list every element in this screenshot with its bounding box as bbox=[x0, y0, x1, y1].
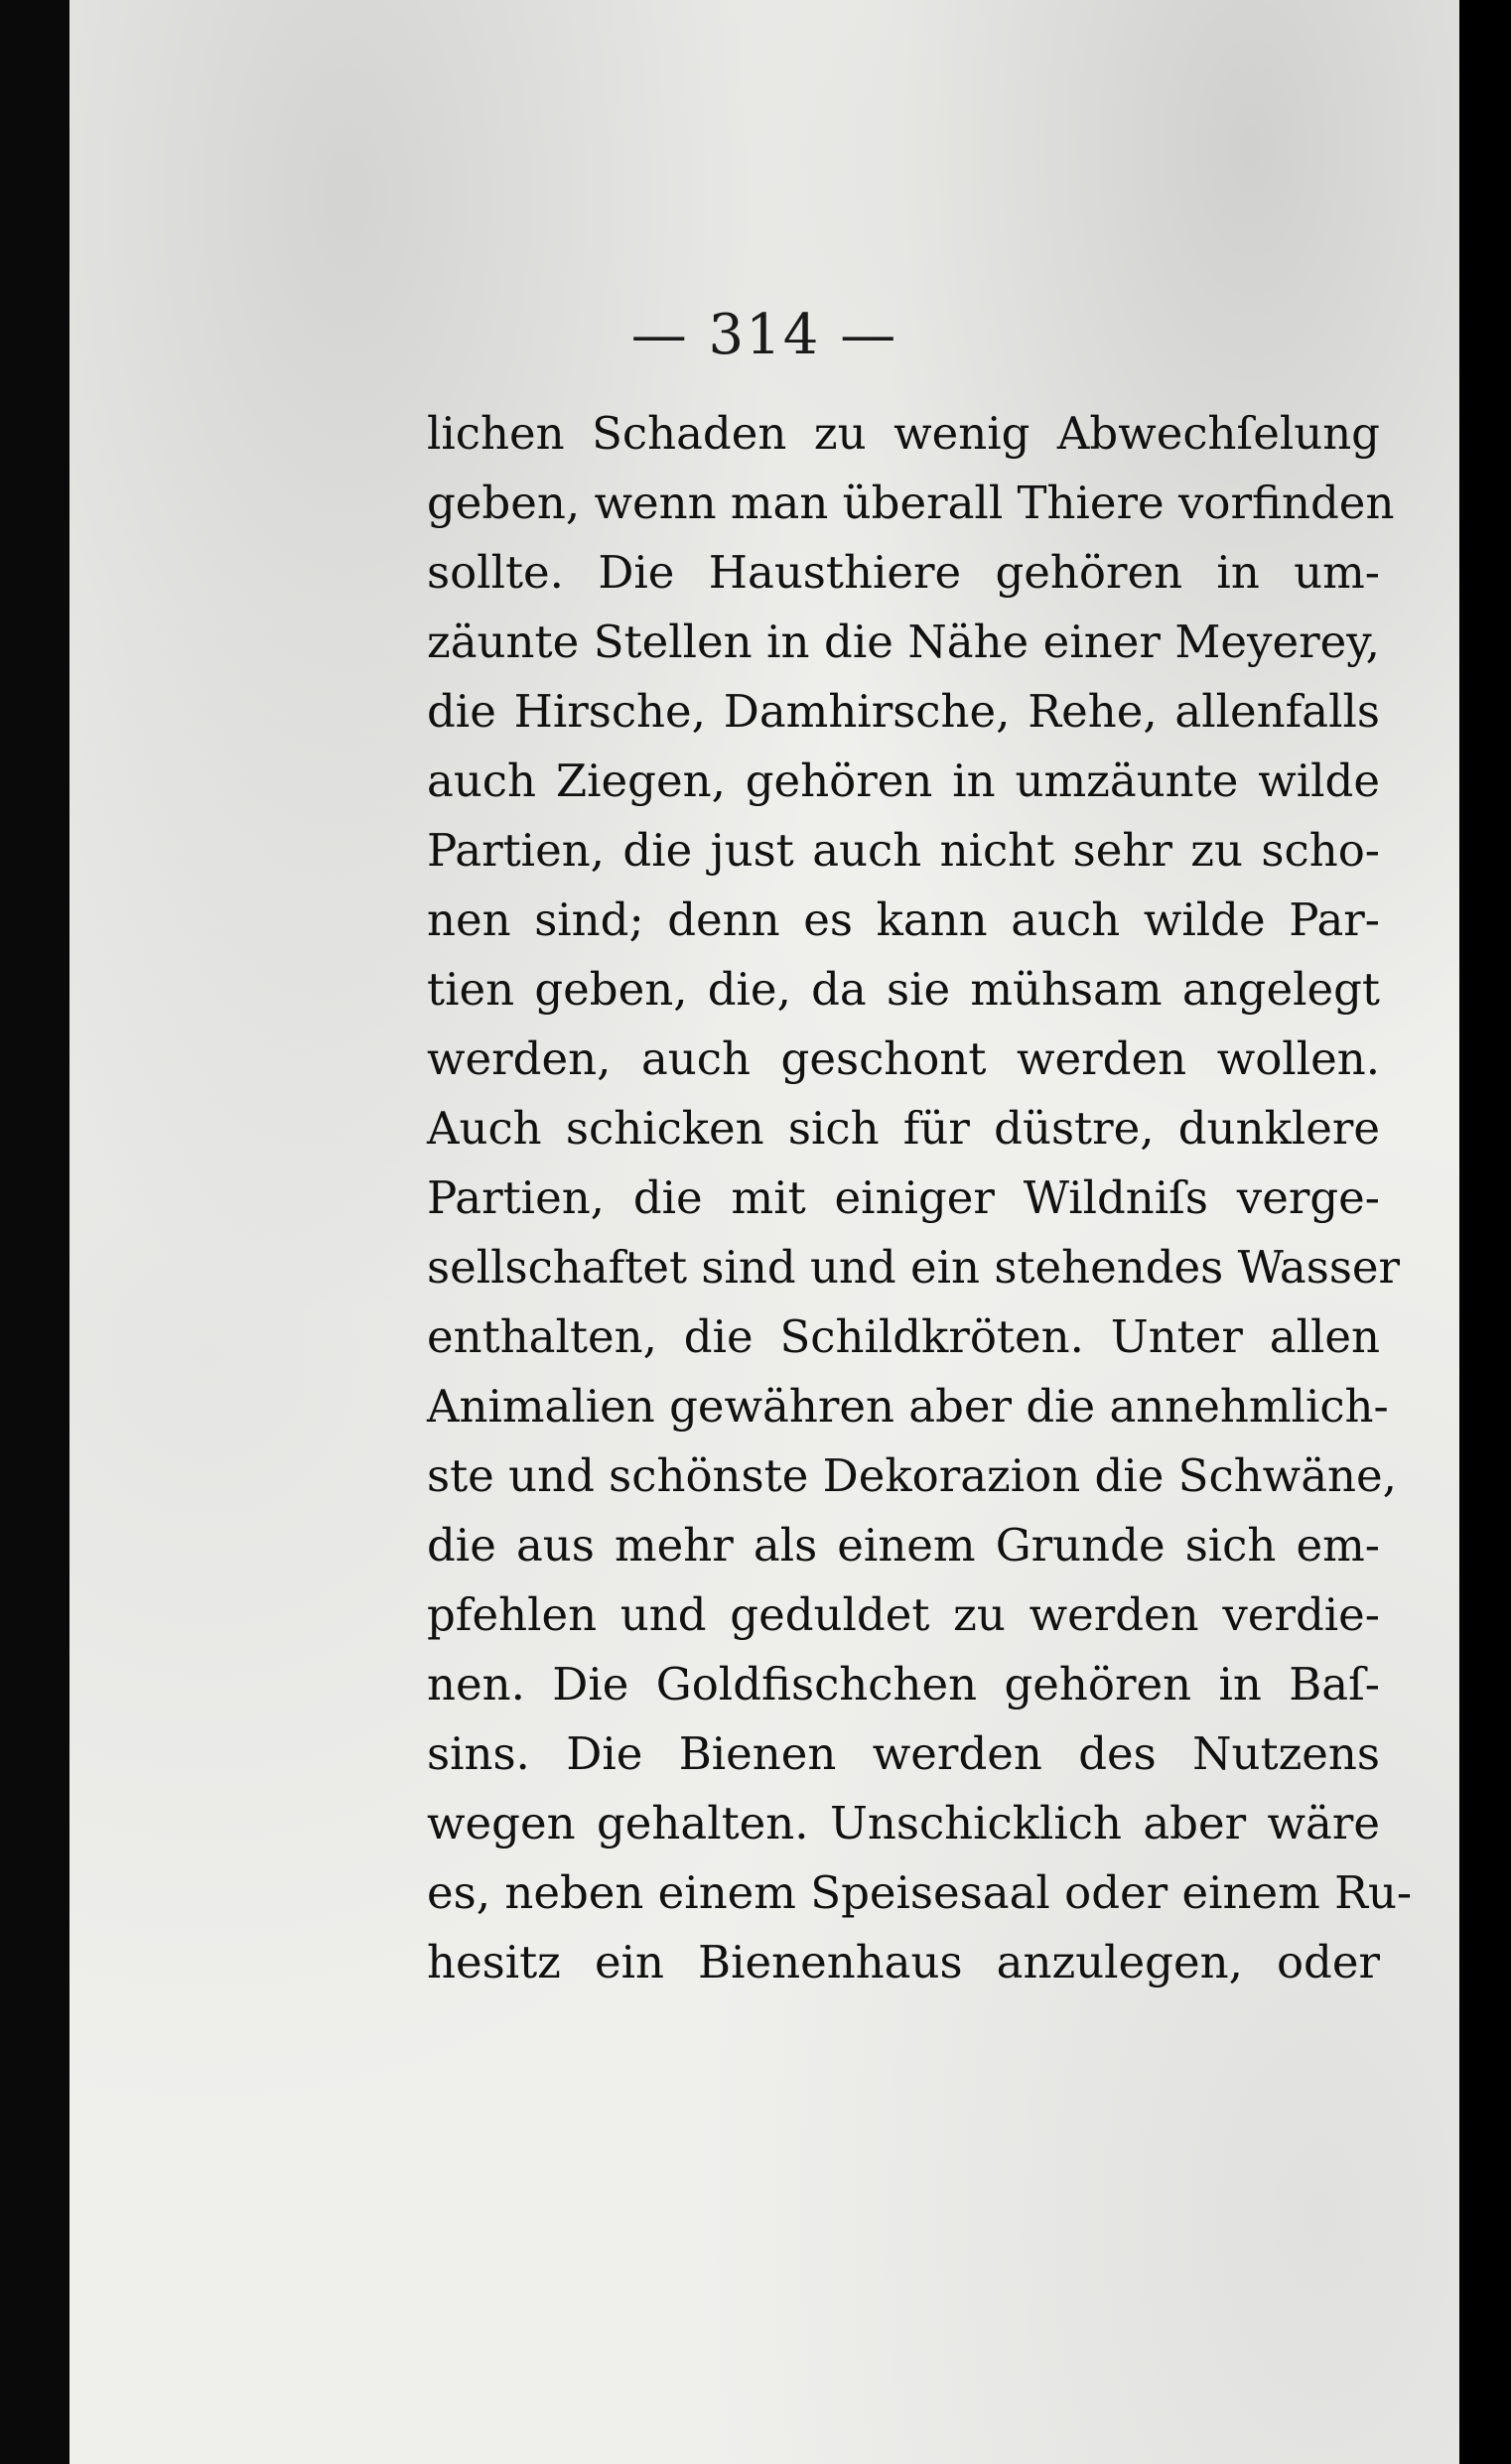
scan-right-edge bbox=[1459, 0, 1511, 2464]
scan-left-edge bbox=[0, 0, 69, 2464]
text-line: Partien, die mit einiger Wildniſs verge- bbox=[427, 1171, 1380, 1224]
text-line: pfehlen und geduldet zu werden verdie- bbox=[427, 1588, 1380, 1641]
text-line: nen. Die Goldfischchen gehören in Baſ- bbox=[427, 1658, 1380, 1711]
page-number-header: — 314 — bbox=[630, 303, 898, 367]
text-line: die Hirsche, Damhirsche, Rehe, allenfalls bbox=[427, 685, 1380, 738]
text-line: enthalten, die Schildkröten. Unter allen bbox=[427, 1310, 1380, 1363]
text-line: wegen gehalten. Unschicklich aber wäre bbox=[427, 1797, 1380, 1849]
text-line: sollte. Die Hausthiere gehören in um- bbox=[427, 546, 1380, 599]
text-line: lichen Schaden zu wenig Abwechſelung bbox=[427, 407, 1380, 460]
text-line: Auch schicken sich für düstre, dunklere bbox=[427, 1102, 1380, 1155]
text-line: tien geben, die, da sie mühsam angelegt bbox=[427, 963, 1380, 1016]
text-line: Partien, die just auch nicht sehr zu scho- bbox=[427, 824, 1380, 877]
text-line: zäunte Stellen in die Nähe einer Meyerey, bbox=[427, 616, 1380, 668]
text-line: sellschaftet sind und ein stehendes Wasser bbox=[427, 1241, 1401, 1294]
text-line: auch Ziegen, gehören in umzäunte wilde bbox=[427, 754, 1380, 807]
text-line: Animalien gewähren aber die annehmlich- bbox=[427, 1380, 1389, 1433]
book-page bbox=[69, 0, 1459, 2464]
text-line: die aus mehr als einem Grunde sich em- bbox=[427, 1519, 1380, 1572]
text-line: nen sind; denn es kann auch wilde Par- bbox=[427, 893, 1380, 946]
text-line: sins. Die Bienen werden des Nutzens bbox=[427, 1727, 1380, 1780]
text-line: ste und schönste Dekorazion die Schwäne, bbox=[427, 1449, 1397, 1502]
body-text bbox=[427, 399, 1413, 1997]
text-line: werden, auch geschont werden wollen. bbox=[427, 1032, 1380, 1085]
text-line: hesitz ein Bienenhaus anzulegen, oder bbox=[427, 1936, 1380, 1988]
text-line: geben, wenn man überall Thiere vorfinden bbox=[427, 477, 1395, 529]
text-line: es, neben einem Speisesaal oder einem Ru- bbox=[427, 1866, 1413, 1919]
